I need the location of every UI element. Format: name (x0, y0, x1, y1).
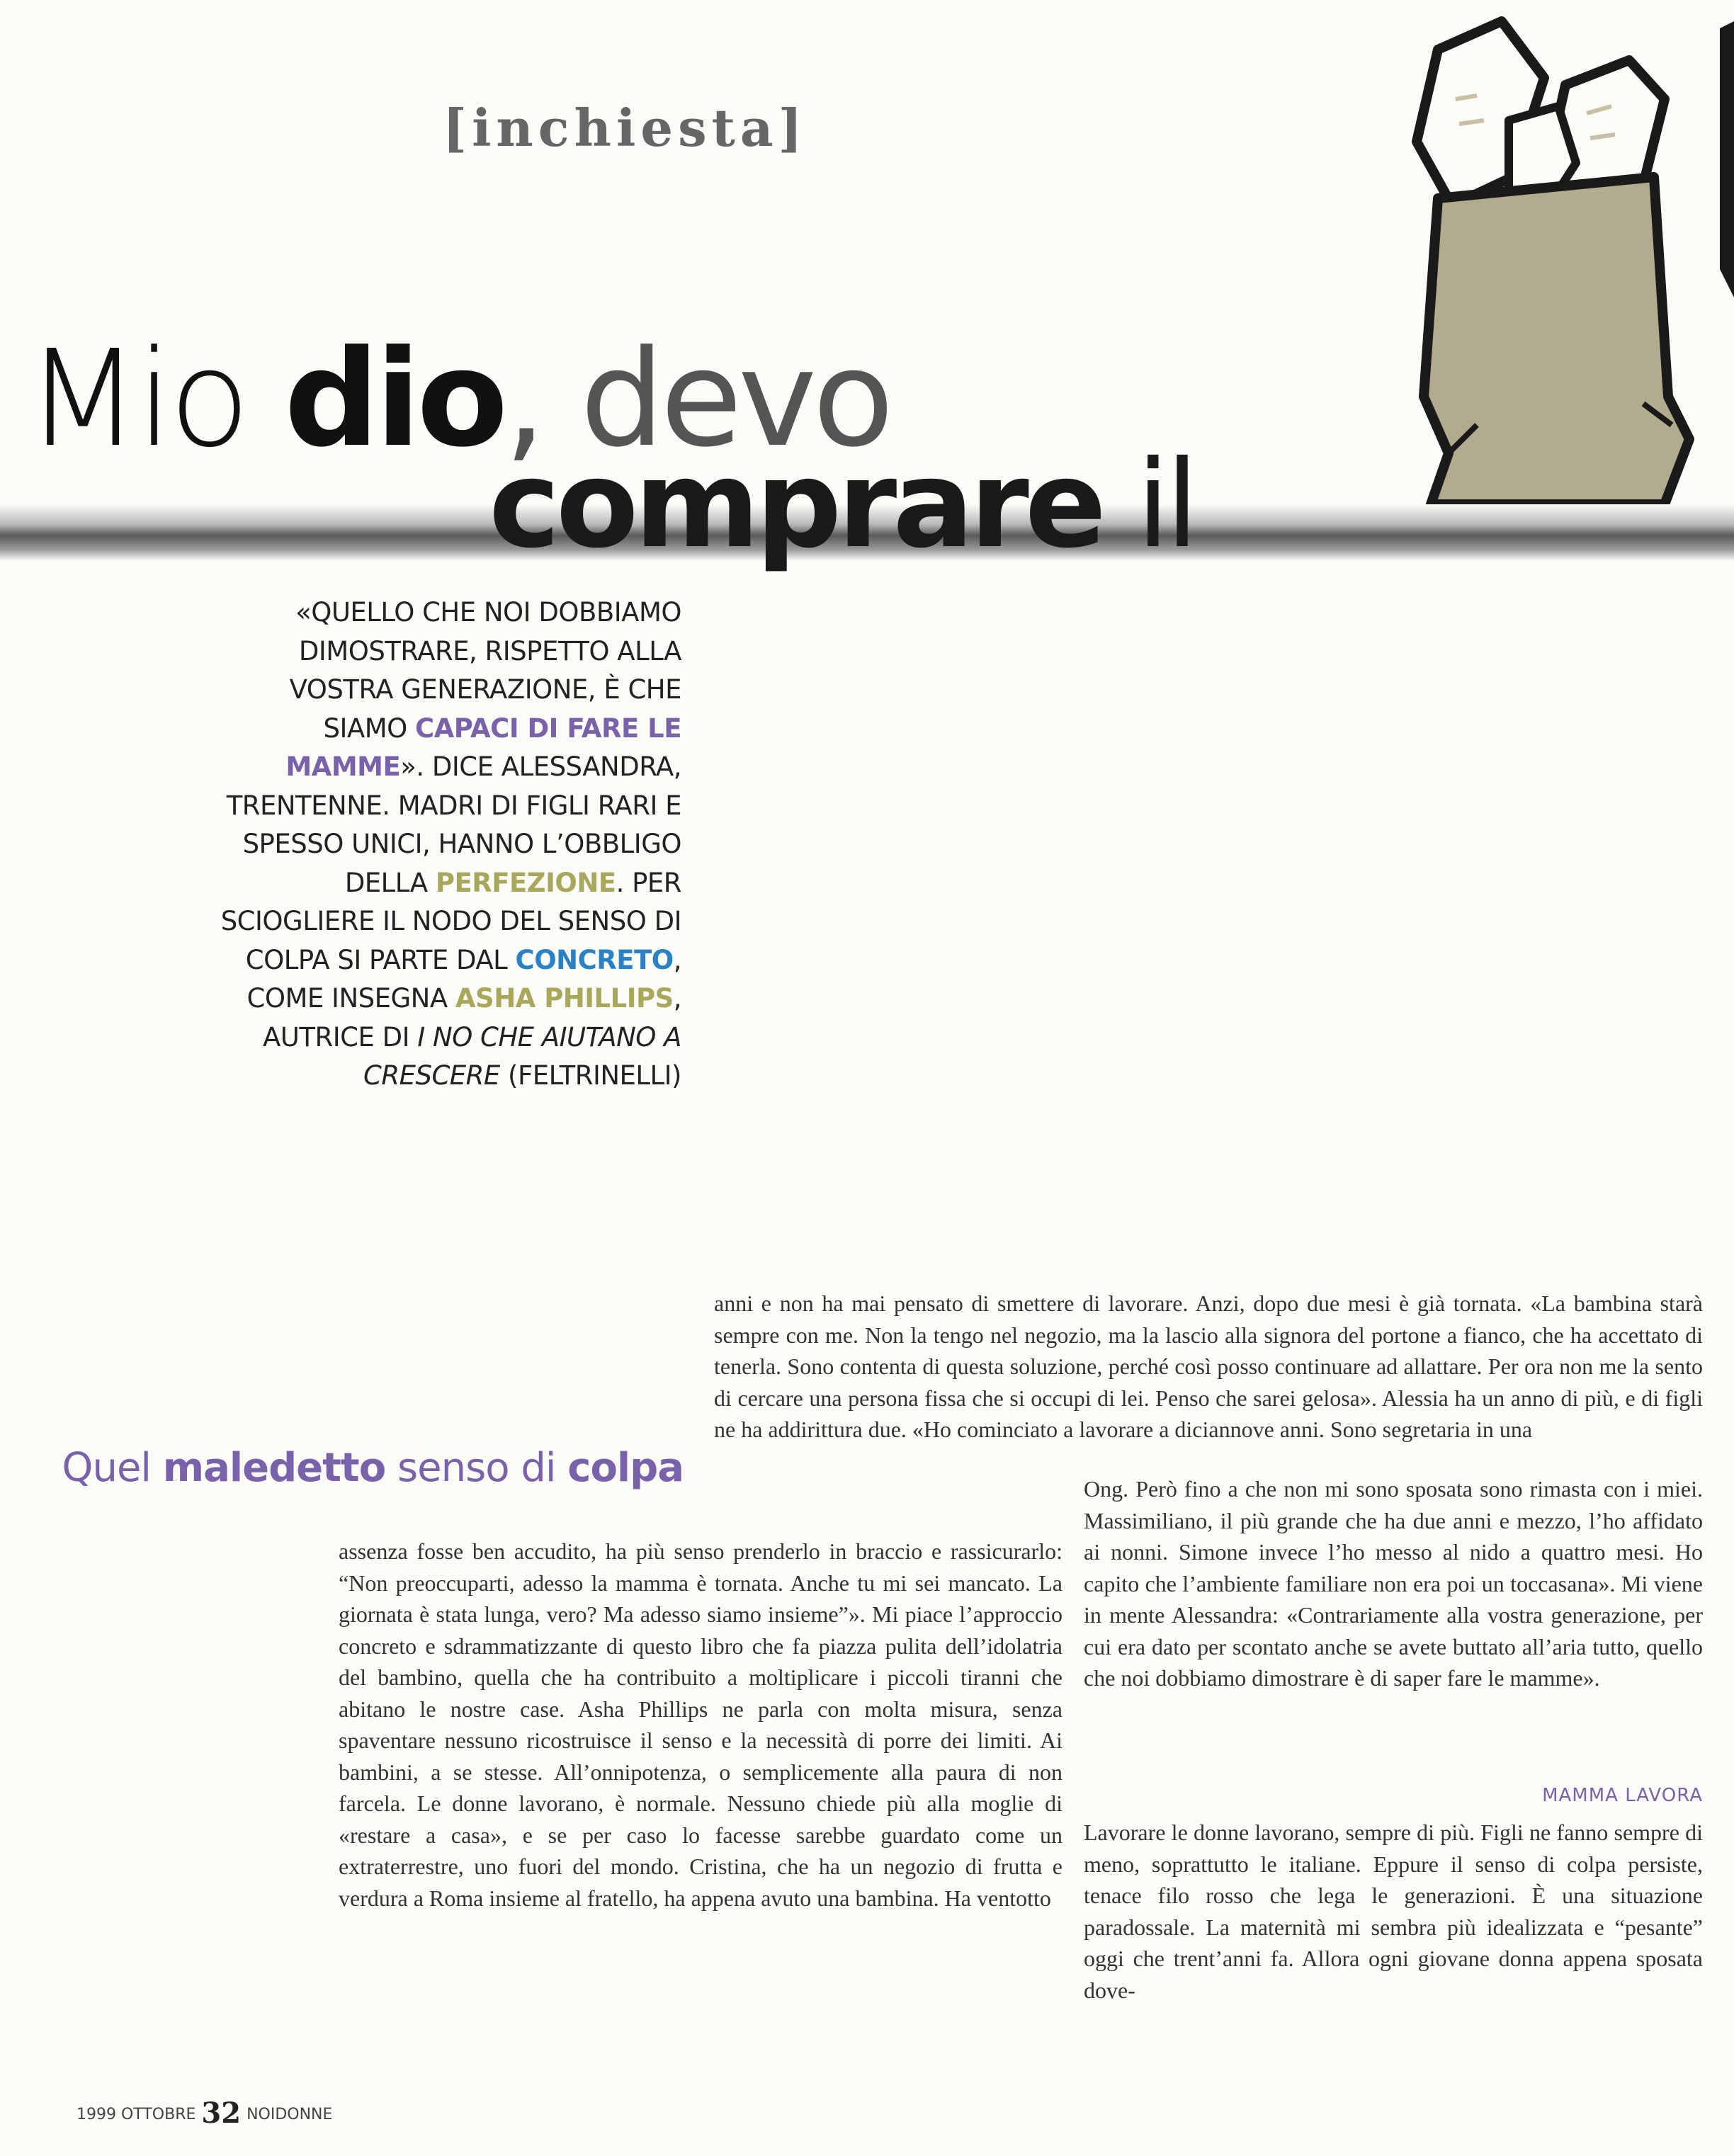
sub-section-heading: MAMMA LAVORA (1542, 1785, 1703, 1806)
body-text-right-column: Ong. Però fino a che non mi sono sposata sono rimasta con i miei. Massimiliano, il più grande che ha due anni e mezzo, l’ho affidato ai nonni. Simone invece l’ho messo al nido a quattro mesi. Ho capito che l’ambiente familiare non era poi un toccasana». Mi viene in mente Alessandra: «Contrariamente alla vostra generazione, per cui era dato per scontato anche se avete buttato all’aria tutto, quello che noi dobbiamo dimostrare è di saper fare le mamme». (1084, 1476, 1703, 1691)
body-text-right-column-continued: Lavorare le donne lavorano, sempre di più. Figli ne fanno sempre di meno, soprattutto le italiane. Eppure il senso di colpa persiste, tenace filo rosso che lega le generazioni. È una situazione paradossale. La maternità mi sembra più idealizzata e “pesante” oggi che trent’anni fa. Allora ogni giovane donna appena sposata dove- (1084, 1820, 1703, 2003)
page-number: 32 (201, 2097, 242, 2130)
magazine-name: NOIDONNE (246, 2106, 333, 2123)
footer-date: 1999 OTTOBRE (76, 2106, 196, 2123)
section-subhead: Quel maledetto senso di colpa (62, 1445, 684, 1491)
body-text-left-column: assenza fosse ben accudito, ha più senso prenderlo in braccio e rassicurarlo: “Non preoccuparti, adesso la mamma è tornata. Anche tu mi sei mancato. La giornata è stata lunga, vero? Ma adesso siamo insieme”». Mi piace l’approccio concreto e sdrammatizzante di questo libro che fa piazza pulita dell’idolatria del bambino, quella che ha contribuito a moltiplicare i piccoli tiranni che abitano le nostre case. Asha Phillips ne parla con molta misura, senza spaventare nessuno ricostruisce il senso e la necessità di porre dei limiti. Ai bambini, a se stesse. All’onnipotenza, o semplicemente alla paura di non farcela. Le donne lavorano, è normale. Nessuno chiede più alla moglie di «restare a casa», e se per caso lo facesse sarebbe guardato come un extraterrestre, uno fuori del mondo. Cristina, che ha un negozio di frutta e verdura a Roma insieme al fratello, ha appena avuto una bambina. Ha ventotto (339, 1538, 1062, 1911)
grocery-bag-with-baguettes-icon (1332, 0, 1734, 538)
section-tag: [inchiesta] (443, 98, 808, 158)
article-title-line1: Mio dio, devo (26, 322, 890, 477)
lead-paragraph: «QUELLO CHE NOI DOBBIAMO DIMOSTRARE, RISPETTO ALLA VOSTRA GENERAZIONE, È CHE SIAMO CAPACI DI FARE LE MAMME». DICE ALESSANDRA, TRENTENNE. MADRI DI FIGLI RARI E SPESSO UNICI, HANNO L’OBBLIGO DELLA PERFEZIONE. PER SCIOGLIERE IL NODO DEL SENSO DI COLPA SI PARTE DAL CONCRETO, COME INSEGNA ASHA PHILLIPS, AUTRICE DI I NO CHE AIUTANO A CRESCERE (FELTRINELLI) (220, 597, 681, 1091)
article-title-line2: comprare il (489, 435, 1195, 575)
page-footer (76, 2097, 332, 2130)
body-text-top: anni e non ha mai pensato di smettere di lavorare. Anzi, dopo due mesi è già tornata. «La bambina starà sempre con me. Non la tengo nel negozio, ma la lascio alla signora del portone a fianco, che ha accettato di tenerla. Sono contenta di questa soluzione, perché così posso continuare ad allattare. Per ora non me la sento di cercare una persona fissa che si occupi di lei. Penso che sarei gelosa». Alessia ha un anno di più, e di figli ne ha addirittura due. «Ho cominciato a lavorare a diciannove anni. Sono segretaria in una (714, 1290, 1703, 1442)
